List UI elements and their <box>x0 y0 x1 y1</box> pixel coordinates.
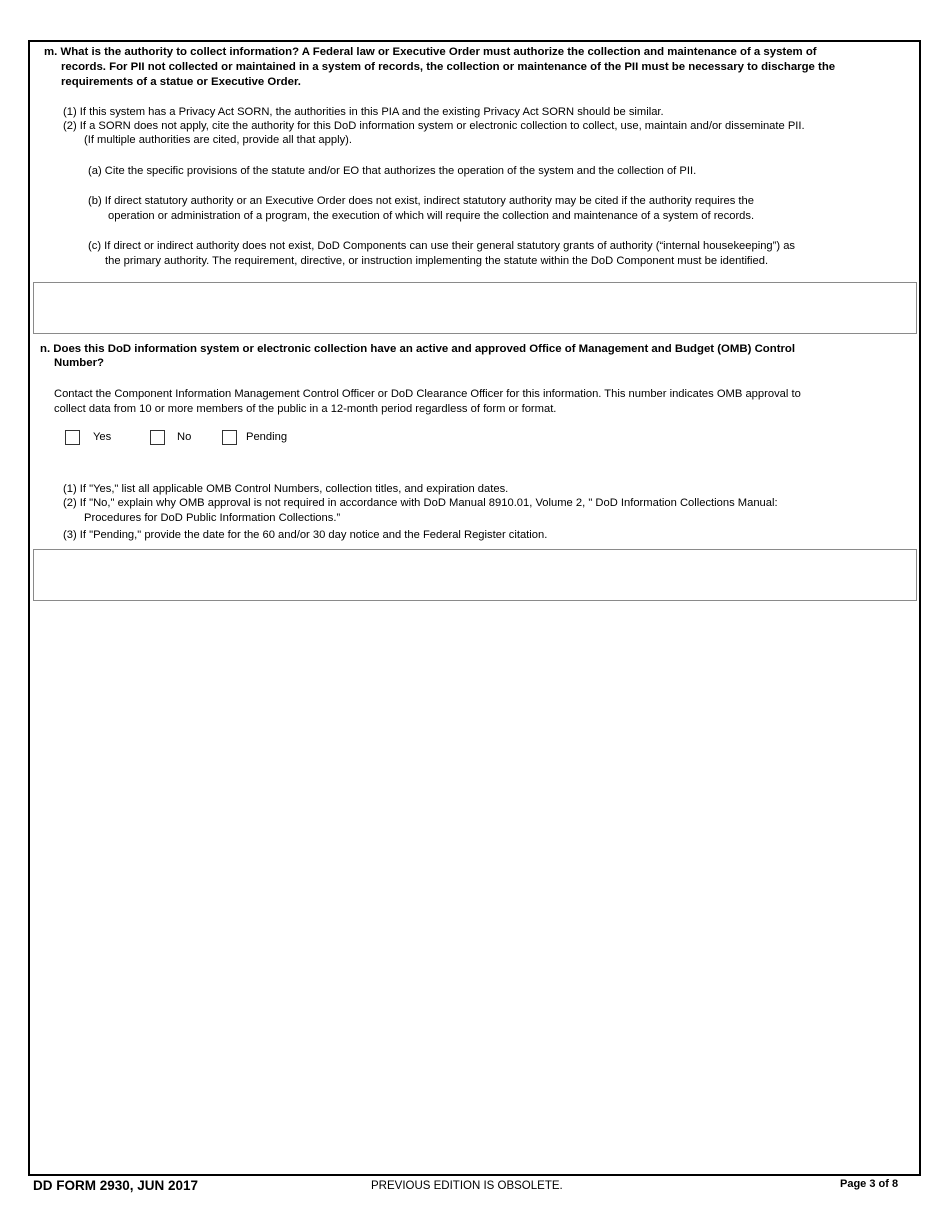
obsolete-notice: PREVIOUS EDITION IS OBSOLETE. <box>371 1180 563 1192</box>
section-m-question-line-2: records. For PII not collected or maintained in a system of records, the collection or maintenance of the PII must be necessary to discharge the <box>61 61 836 73</box>
section-n-item-1: (1) If "Yes," list all applicable OMB Control Numbers, collection titles, and expiration dates. <box>63 483 509 495</box>
section-n-question-line-1: n. Does this DoD information system or electronic collection have an active and approved Office of Management and Budget (OMB) Control <box>40 343 796 355</box>
section-m-sub-c-line-2: the primary authority. The requirement, directive, or instruction implementing the statute within the DoD Component must be identified. <box>105 255 769 267</box>
section-n-contact-line-2: collect data from 10 or more members of the public in a 12-month period regardless of form or format. <box>54 403 557 415</box>
section-n-answer-field[interactable] <box>33 549 917 601</box>
section-m-answer-field[interactable] <box>33 282 917 334</box>
page-number: Page 3 of 8 <box>840 1178 899 1190</box>
pending-checkbox-label: Pending <box>246 431 288 443</box>
section-m-item-2-line-1: (2) If a SORN does not apply, cite the authority for this DoD information system or electronic collection to collect, use, maintain and/or disseminate PII. <box>63 120 805 132</box>
section-n-answer-text <box>34 550 916 558</box>
yes-checkbox-label: Yes <box>93 431 112 443</box>
section-n-item-2-line-2: Procedures for DoD Public Information Collections.” <box>84 512 341 524</box>
section-m-sub-b-line-1: (b) If direct statutory authority or an Executive Order does not exist, indirect statutory authority may be cited if the authority requires the <box>88 195 754 207</box>
no-checkbox-label: No <box>177 431 192 443</box>
form-identifier: DD FORM 2930, JUN 2017 <box>33 1178 199 1193</box>
section-n-item-3: (3) If "Pending," provide the date for the 60 and/or 30 day notice and the Federal Register citation. <box>63 529 548 541</box>
section-m-sub-b-line-2: operation or administration of a program, the execution of which will require the collection and maintenance of a system of records. <box>108 210 755 222</box>
section-n-question-line-2: Number? <box>54 357 104 369</box>
section-m-answer-text <box>34 283 916 291</box>
no-checkbox[interactable] <box>150 430 165 445</box>
section-m-sub-c-line-1: (c) If direct or indirect authority does not exist, DoD Components can use their general statutory grants of authority (“internal housekeeping”) as <box>88 240 796 252</box>
pending-checkbox[interactable] <box>222 430 237 445</box>
section-m-item-1: (1) If this system has a Privacy Act SORN, the authorities in this PIA and the existing Privacy Act SORN should be similar. <box>63 106 664 118</box>
section-m-sub-a: (a) Cite the specific provisions of the statute and/or EO that authorizes the operation of the system and the collection of PII. <box>88 165 697 177</box>
section-m-item-2-line-2: (If multiple authorities are cited, provide all that apply). <box>84 134 353 146</box>
section-n-contact-line-1: Contact the Component Information Management Control Officer or DoD Clearance Officer for this information. This number indicates OMB approval to <box>54 388 801 400</box>
section-m-question-line-3: requirements of a statue or Executive Order. <box>61 76 301 88</box>
section-n-item-2-line-1: (2) If "No," explain why OMB approval is not required in accordance with DoD Manual 8910.01, Volume 2, " DoD Information Collections Manual: <box>63 497 778 509</box>
yes-checkbox[interactable] <box>65 430 80 445</box>
section-m-question-line-1: m. What is the authority to collect information? A Federal law or Executive Order must authorize the collection and maintenance of a system of <box>44 46 817 58</box>
